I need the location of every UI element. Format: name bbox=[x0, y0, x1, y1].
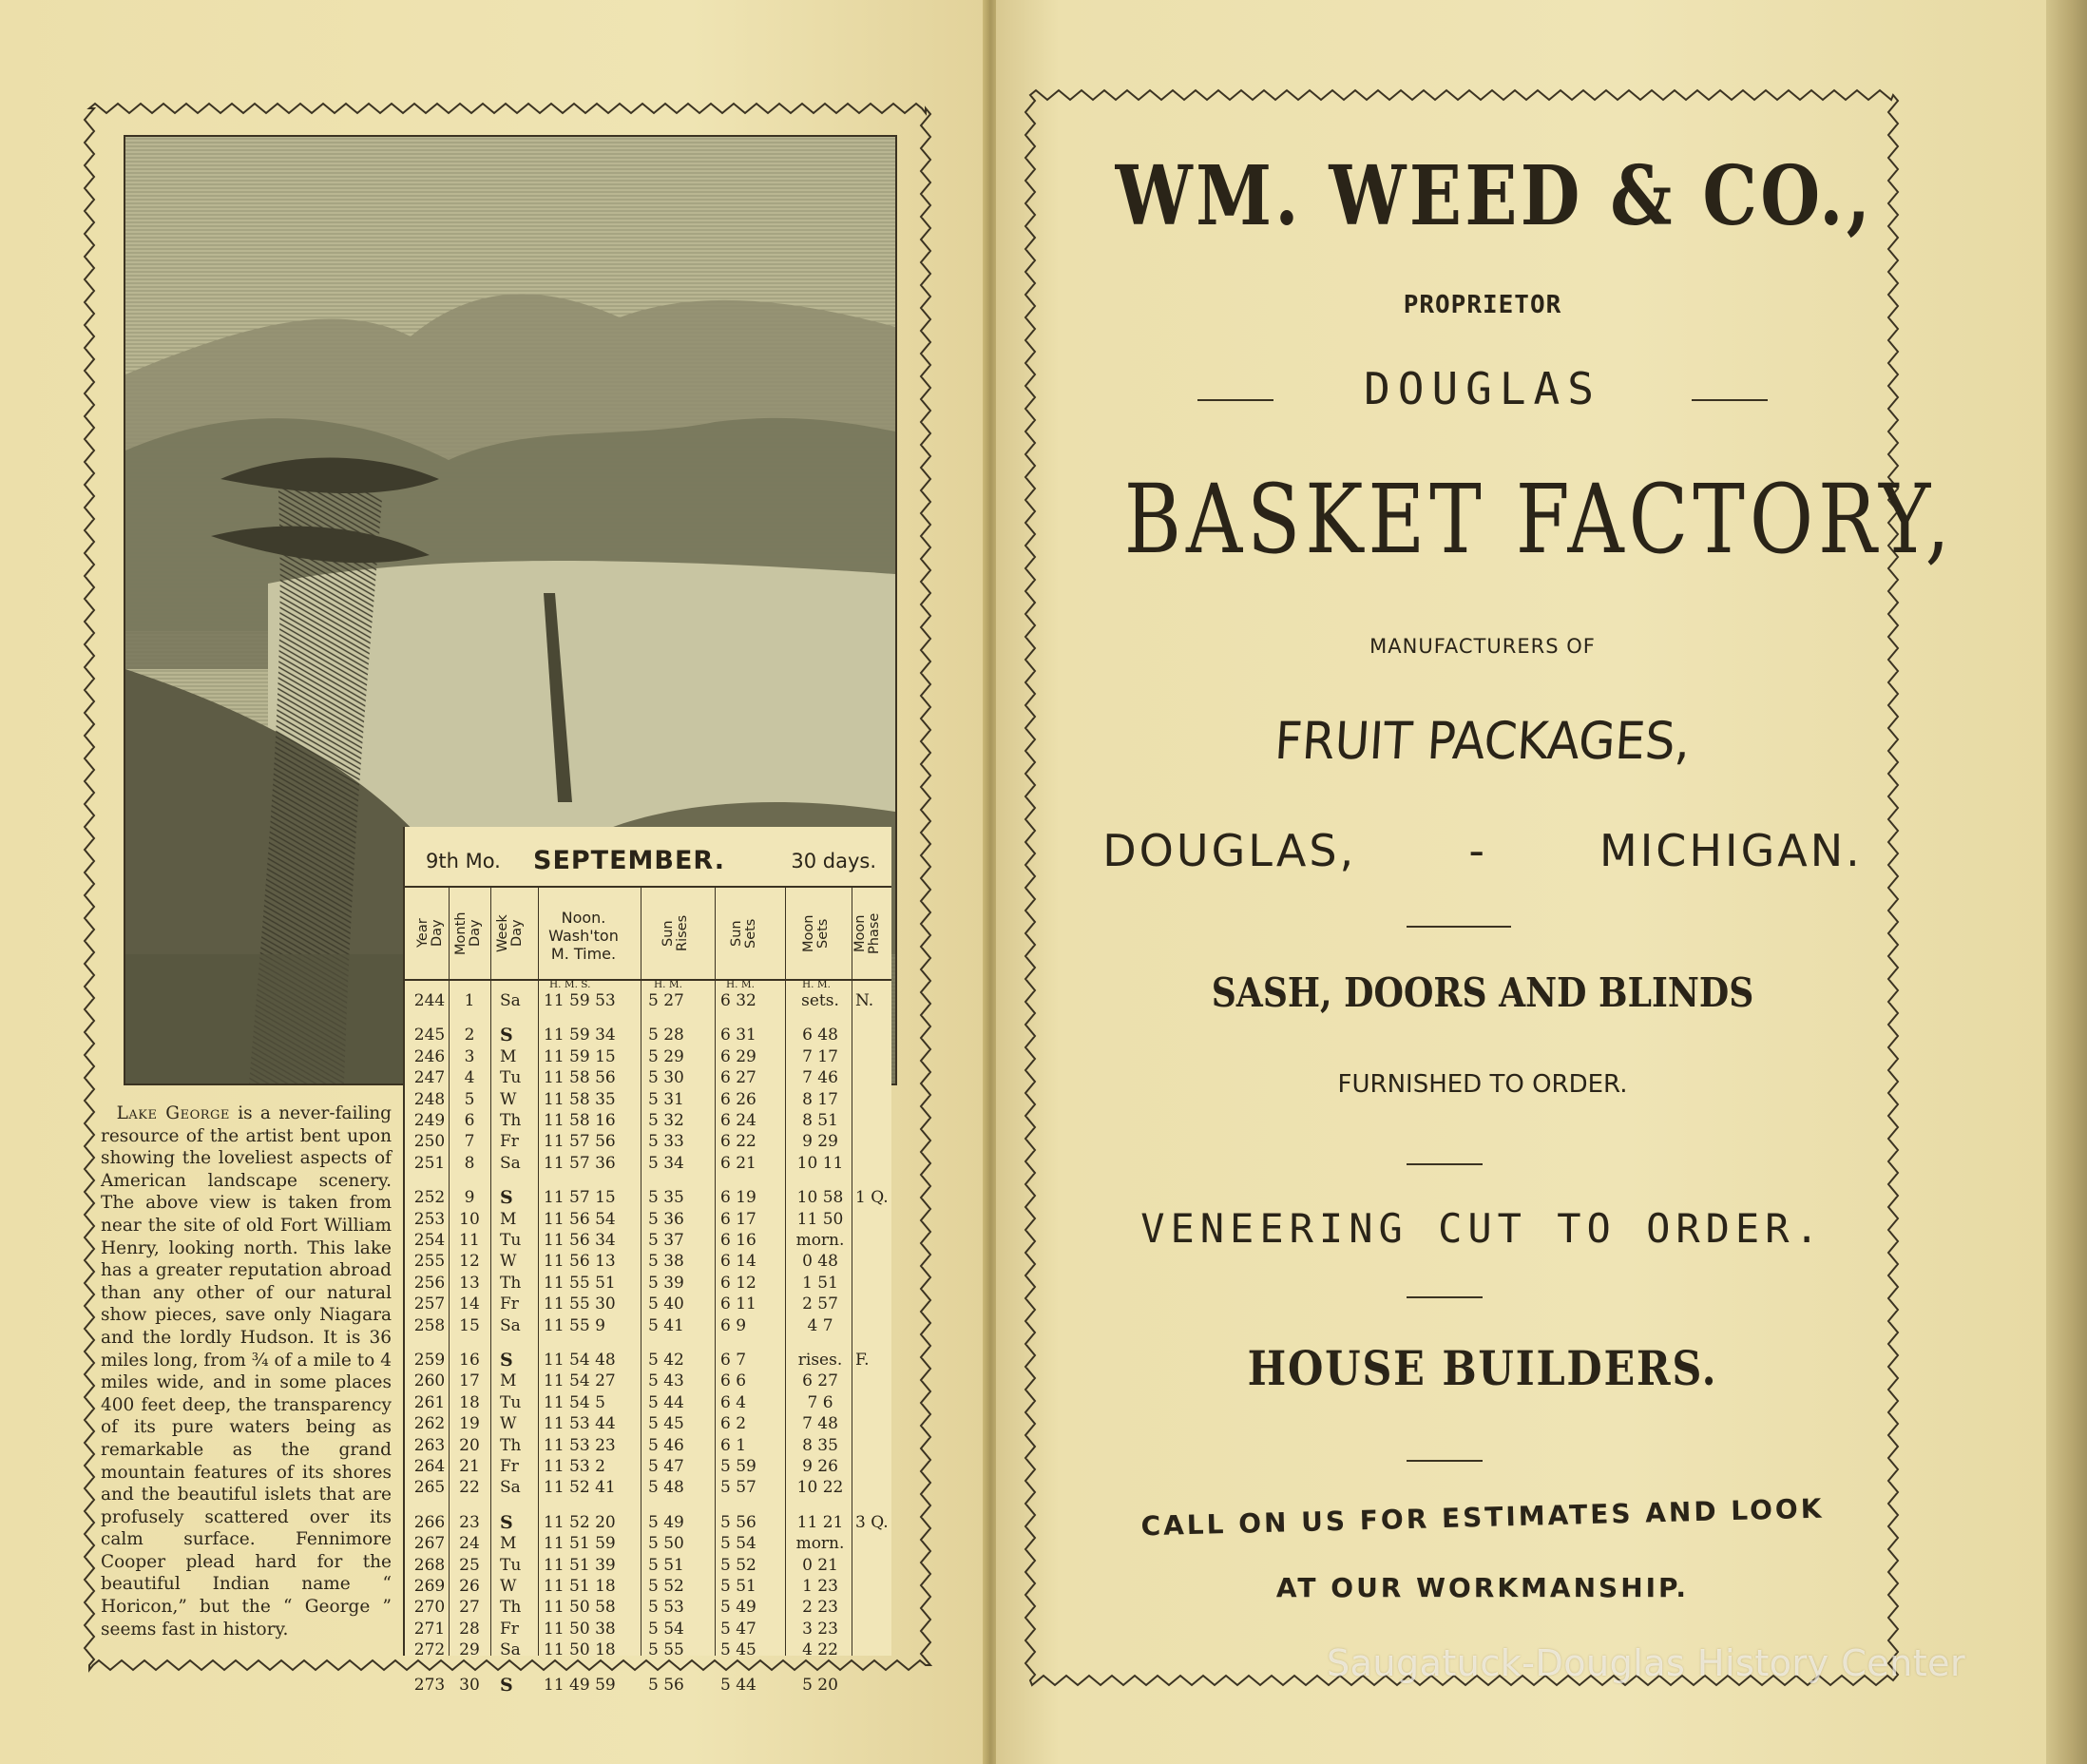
cell-rise: 5 36 bbox=[648, 1209, 684, 1229]
table-row bbox=[405, 1209, 891, 1230]
cell-yd: 264 bbox=[413, 1457, 446, 1476]
table-row bbox=[405, 1187, 891, 1208]
cell-md: 21 bbox=[459, 1457, 480, 1476]
table-row bbox=[405, 1597, 891, 1618]
cell-yd: 256 bbox=[413, 1273, 446, 1293]
cell-moon: 1 51 bbox=[802, 1273, 838, 1293]
cell-wd: Sa bbox=[500, 1478, 521, 1498]
cell-moon: 11 50 bbox=[796, 1209, 844, 1229]
cell-moon: 7 6 bbox=[807, 1392, 833, 1412]
cell-wd: M bbox=[500, 1046, 517, 1066]
cell-yd: 246 bbox=[413, 1046, 446, 1066]
table-row bbox=[405, 1413, 891, 1434]
cell-noon: 11 54 5 bbox=[544, 1392, 605, 1412]
cell-moon: 1 23 bbox=[802, 1577, 838, 1596]
table-row bbox=[405, 1576, 891, 1597]
cell-noon: 11 51 39 bbox=[544, 1555, 616, 1575]
city: DOUGLAS, bbox=[1102, 825, 1357, 876]
cell-rise: 5 56 bbox=[648, 1675, 684, 1695]
cell-set: 5 52 bbox=[720, 1555, 756, 1575]
cell-wd: S bbox=[500, 1025, 513, 1046]
cell-set: 5 56 bbox=[720, 1512, 756, 1532]
cell-yd: 259 bbox=[413, 1351, 446, 1370]
location-line bbox=[1045, 825, 1920, 876]
cell-md: 5 bbox=[464, 1089, 475, 1109]
cell-noon: 11 51 59 bbox=[544, 1534, 616, 1554]
cell-yd: 248 bbox=[413, 1089, 446, 1109]
cell-set: 5 44 bbox=[720, 1675, 756, 1695]
cell-wd: Th bbox=[500, 1435, 522, 1455]
cell-set: 5 51 bbox=[720, 1577, 756, 1596]
call-on-us-line1: CALL ON US FOR ESTIMATES AND LOOK bbox=[1140, 1492, 1825, 1543]
cell-moon: 9 29 bbox=[802, 1132, 838, 1152]
call-on-us-line2: AT OUR WORKMANSHIP. bbox=[1275, 1572, 1690, 1603]
cell-noon: 11 55 9 bbox=[544, 1315, 605, 1335]
cell-yd: 273 bbox=[413, 1675, 446, 1695]
unit-rise: H. M. bbox=[654, 979, 682, 990]
cell-yd: 262 bbox=[413, 1414, 446, 1434]
table-row bbox=[405, 1533, 891, 1554]
cell-noon: 11 54 27 bbox=[544, 1371, 616, 1391]
table-row bbox=[405, 1153, 891, 1174]
cell-rise: 5 55 bbox=[648, 1640, 684, 1660]
cell-md: 13 bbox=[459, 1273, 480, 1293]
cell-moon: 0 48 bbox=[802, 1252, 838, 1272]
cell-md: 3 bbox=[464, 1046, 475, 1066]
cell-noon: 11 54 48 bbox=[544, 1351, 616, 1370]
cell-rise: 5 46 bbox=[648, 1435, 684, 1455]
cell-set: 6 7 bbox=[720, 1351, 747, 1370]
cell-set: 6 22 bbox=[720, 1132, 756, 1152]
cell-noon: 11 58 56 bbox=[544, 1068, 616, 1088]
cell-wd: S bbox=[500, 1350, 513, 1371]
cell-wd: Sa bbox=[500, 1315, 521, 1335]
cell-set: 6 14 bbox=[720, 1252, 756, 1272]
divider-rule bbox=[1407, 1296, 1483, 1298]
cell-md: 12 bbox=[459, 1252, 480, 1272]
unit-noon: H. M. S. bbox=[549, 979, 591, 990]
cell-rise: 5 30 bbox=[648, 1068, 684, 1088]
cell-noon: 11 52 41 bbox=[544, 1478, 616, 1498]
cell-rise: 5 39 bbox=[648, 1273, 684, 1293]
cell-wd: W bbox=[500, 1089, 517, 1109]
cell-moon: 7 46 bbox=[802, 1068, 838, 1088]
cell-rise: 5 53 bbox=[648, 1598, 684, 1618]
cell-md: 10 bbox=[459, 1209, 480, 1229]
table-row bbox=[405, 1230, 891, 1251]
cell-wd: S bbox=[500, 1511, 513, 1533]
company-name: WM. WEED & CO., bbox=[1115, 148, 1874, 244]
cell-md: 28 bbox=[459, 1619, 480, 1639]
cell-noon: 11 59 15 bbox=[544, 1046, 616, 1066]
cell-wd: W bbox=[500, 1414, 517, 1434]
cell-moon: morn. bbox=[795, 1231, 845, 1250]
table-row bbox=[405, 1435, 891, 1456]
cell-set: 6 31 bbox=[720, 1026, 756, 1045]
table-row bbox=[405, 1131, 891, 1152]
cell-md: 29 bbox=[459, 1640, 480, 1660]
cell-md: 4 bbox=[464, 1068, 475, 1088]
cell-noon: 11 50 18 bbox=[544, 1640, 616, 1660]
table-row bbox=[405, 1512, 891, 1533]
calendar-column-headers bbox=[405, 886, 891, 981]
cell-rise: 5 28 bbox=[648, 1026, 684, 1045]
cell-rise: 5 38 bbox=[648, 1252, 684, 1272]
cell-noon: 11 50 38 bbox=[544, 1619, 616, 1639]
cell-set: 5 54 bbox=[720, 1534, 756, 1554]
location-dash: - bbox=[1468, 825, 1487, 876]
table-row bbox=[405, 1294, 891, 1314]
cell-rise: 5 33 bbox=[648, 1132, 684, 1152]
house-builders: HOUSE BUILDERS. bbox=[1247, 1340, 1718, 1396]
cell-rise: 5 41 bbox=[648, 1315, 684, 1335]
cell-set: 6 26 bbox=[720, 1089, 756, 1109]
cell-phase: 1 Q. bbox=[855, 1188, 889, 1208]
cell-md: 9 bbox=[464, 1188, 475, 1208]
cell-yd: 270 bbox=[413, 1598, 446, 1618]
cell-wd: Tu bbox=[500, 1555, 522, 1575]
cell-yd: 268 bbox=[413, 1555, 446, 1575]
cell-rise: 5 47 bbox=[648, 1457, 684, 1476]
manufacturers-of: MANUFACTURERS OF bbox=[1369, 635, 1596, 658]
cell-rise: 5 34 bbox=[648, 1153, 684, 1173]
cell-yd: 260 bbox=[413, 1371, 446, 1391]
proprietor-label: PROPRIETOR bbox=[1403, 291, 1562, 319]
col-moon-sets: Moon Sets bbox=[801, 914, 831, 952]
cell-yd: 249 bbox=[413, 1111, 446, 1130]
cell-set: 6 32 bbox=[720, 991, 756, 1010]
cell-phase: 3 Q. bbox=[855, 1512, 889, 1532]
cell-wd: Sa bbox=[500, 991, 521, 1010]
cell-noon: 11 57 15 bbox=[544, 1188, 616, 1208]
cell-yd: 253 bbox=[413, 1209, 446, 1229]
cell-md: 24 bbox=[459, 1534, 480, 1554]
cell-phase: F. bbox=[855, 1351, 870, 1370]
douglas-title: DOUGLAS bbox=[1364, 363, 1601, 414]
cell-yd: 267 bbox=[413, 1534, 446, 1554]
cell-md: 17 bbox=[459, 1371, 480, 1391]
page-edge bbox=[2046, 0, 2087, 1764]
history-center-watermark: Saugatuck-Douglas History Center bbox=[1327, 1642, 1966, 1684]
cell-noon: 11 53 23 bbox=[544, 1435, 616, 1455]
cell-yd: 265 bbox=[413, 1478, 446, 1498]
cell-yd: 271 bbox=[413, 1619, 446, 1639]
cell-noon: 11 57 56 bbox=[544, 1132, 616, 1152]
cell-moon: 5 20 bbox=[802, 1675, 838, 1695]
cell-md: 1 bbox=[464, 991, 475, 1010]
cell-md: 15 bbox=[459, 1315, 480, 1335]
cell-md: 22 bbox=[459, 1478, 480, 1498]
cell-wd: Fr bbox=[500, 1619, 519, 1639]
cell-wd: M bbox=[500, 1371, 517, 1391]
cell-noon: 11 58 35 bbox=[544, 1089, 616, 1109]
cell-noon: 11 56 54 bbox=[544, 1209, 616, 1229]
cell-wd: Tu bbox=[500, 1068, 522, 1088]
cell-set: 6 4 bbox=[720, 1392, 747, 1412]
cell-noon: 11 55 51 bbox=[544, 1273, 616, 1293]
cell-rise: 5 42 bbox=[648, 1351, 684, 1370]
basket-factory-title: BASKET FACTORY, bbox=[1123, 464, 1955, 575]
divider-rule bbox=[1407, 1460, 1483, 1462]
cell-moon: 7 17 bbox=[802, 1046, 838, 1066]
table-row bbox=[405, 1273, 891, 1294]
cell-wd: Th bbox=[500, 1598, 522, 1618]
cell-yd: 247 bbox=[413, 1068, 446, 1088]
cell-noon: 11 59 53 bbox=[544, 991, 616, 1010]
cell-moon: morn. bbox=[795, 1534, 845, 1554]
cell-yd: 261 bbox=[413, 1392, 446, 1412]
col-week-day: Week Day bbox=[495, 914, 525, 952]
cell-md: 2 bbox=[464, 1026, 475, 1045]
table-row bbox=[405, 1350, 891, 1371]
cell-rise: 5 51 bbox=[648, 1555, 684, 1575]
table-row bbox=[405, 1555, 891, 1576]
cell-moon: 6 48 bbox=[802, 1026, 838, 1045]
cell-rise: 5 29 bbox=[648, 1046, 684, 1066]
table-row bbox=[405, 990, 891, 1011]
table-row bbox=[405, 1371, 891, 1391]
cell-noon: 11 53 44 bbox=[544, 1414, 616, 1434]
cell-rise: 5 50 bbox=[648, 1534, 684, 1554]
cell-set: 5 45 bbox=[720, 1640, 756, 1660]
cell-noon: 11 53 2 bbox=[544, 1457, 605, 1476]
col-sun-sets: Sun Sets bbox=[729, 918, 758, 949]
right-wavy-border bbox=[1024, 89, 1955, 1686]
unit-set: H. M. bbox=[726, 979, 755, 990]
cell-moon: 8 35 bbox=[802, 1435, 838, 1455]
veneering-cut-to-order: VENEERING CUT TO ORDER. bbox=[1140, 1205, 1825, 1252]
cell-md: 6 bbox=[464, 1111, 475, 1130]
cell-moon: 2 23 bbox=[802, 1598, 838, 1618]
cell-moon: 3 23 bbox=[802, 1619, 838, 1639]
cell-wd: Th bbox=[500, 1273, 522, 1293]
cell-noon: 11 56 34 bbox=[544, 1231, 616, 1250]
cell-rise: 5 32 bbox=[648, 1111, 684, 1130]
cell-moon: sets. bbox=[801, 991, 839, 1010]
col-year-day: Year Day bbox=[415, 918, 445, 949]
cell-set: 5 59 bbox=[720, 1457, 756, 1476]
cell-set: 6 1 bbox=[720, 1435, 747, 1455]
cell-md: 14 bbox=[459, 1294, 480, 1314]
cell-wd: S bbox=[500, 1187, 513, 1209]
cell-yd: 250 bbox=[413, 1132, 446, 1152]
cell-set: 6 17 bbox=[720, 1209, 756, 1229]
state: MICHIGAN. bbox=[1599, 825, 1863, 876]
cell-yd: 258 bbox=[413, 1315, 446, 1335]
divider-rule bbox=[1407, 1163, 1483, 1165]
cell-yd: 245 bbox=[413, 1026, 446, 1045]
cell-wd: Fr bbox=[500, 1457, 519, 1476]
cell-yd: 269 bbox=[413, 1577, 446, 1596]
cell-yd: 263 bbox=[413, 1435, 446, 1455]
cell-wd: Sa bbox=[500, 1640, 521, 1660]
september-calendar bbox=[403, 827, 891, 1696]
cell-md: 26 bbox=[459, 1577, 480, 1596]
cell-rise: 5 45 bbox=[648, 1414, 684, 1434]
fruit-packages: FRUIT PACKAGES, bbox=[1273, 711, 1693, 771]
caption-body: is a never-failing resource of the artist bent upon showing the loveliest aspects of American landscape scenery. The above view is taken from near the site of old Fort William Henry, looking north. This lake has a greater reputation abroad than any other of our natural show pieces, save only Niagara and the lordly Hudson. It is 36 miles long, from ¾ of a mile to 4 miles wide, and in some places 400 feet deep, the transparency of its pure waters being as remarkable as the grand mountain features of its shores and the beautiful islets that are profusely scattered over its calm surface. Fennimore Cooper plead hard for the beautiful Indian name “ Horicon,” but the “ George ” seems fast in history. bbox=[101, 1103, 393, 1639]
cell-moon: 10 22 bbox=[796, 1478, 844, 1498]
cell-set: 6 16 bbox=[720, 1231, 756, 1250]
cell-noon: 11 58 16 bbox=[544, 1111, 616, 1130]
cell-md: 8 bbox=[464, 1153, 475, 1173]
cell-rise: 5 31 bbox=[648, 1089, 684, 1109]
cell-set: 6 9 bbox=[720, 1315, 747, 1335]
cell-rise: 5 44 bbox=[648, 1392, 684, 1412]
col-sun-rises: Sun Rises bbox=[661, 914, 690, 952]
cell-rise: 5 52 bbox=[648, 1577, 684, 1596]
cell-set: 6 12 bbox=[720, 1273, 756, 1293]
cell-rise: 5 37 bbox=[648, 1231, 684, 1250]
engraving-caption bbox=[101, 1102, 392, 1640]
cell-moon: 10 58 bbox=[796, 1188, 844, 1208]
month-days: 30 days. bbox=[791, 850, 876, 872]
table-row bbox=[405, 1089, 891, 1110]
cell-noon: 11 52 20 bbox=[544, 1512, 616, 1532]
cell-set: 6 27 bbox=[720, 1068, 756, 1088]
table-row bbox=[405, 1392, 891, 1413]
table-row bbox=[405, 1067, 891, 1088]
cell-yd: 266 bbox=[413, 1512, 446, 1532]
cell-moon: 9 26 bbox=[802, 1457, 838, 1476]
cell-md: 27 bbox=[459, 1598, 480, 1618]
cell-yd: 272 bbox=[413, 1640, 446, 1660]
col-moon-phase: Moon Phase bbox=[852, 912, 882, 954]
cell-set: 6 29 bbox=[720, 1046, 756, 1066]
cell-noon: 11 50 58 bbox=[544, 1598, 616, 1618]
cell-wd: S bbox=[500, 1674, 513, 1696]
cell-wd: W bbox=[500, 1577, 517, 1596]
cell-set: 6 6 bbox=[720, 1371, 747, 1391]
month-number: 9th Mo. bbox=[426, 850, 501, 872]
cell-rise: 5 54 bbox=[648, 1619, 684, 1639]
table-row bbox=[405, 1456, 891, 1477]
cell-moon: rises. bbox=[797, 1351, 843, 1370]
cell-md: 23 bbox=[459, 1512, 480, 1532]
cell-set: 6 2 bbox=[720, 1414, 747, 1434]
cell-md: 25 bbox=[459, 1555, 480, 1575]
cell-rise: 5 48 bbox=[648, 1478, 684, 1498]
table-row bbox=[405, 1619, 891, 1639]
cell-noon: 11 57 36 bbox=[544, 1153, 616, 1173]
cell-noon: 11 51 18 bbox=[544, 1577, 616, 1596]
cell-wd: W bbox=[500, 1252, 517, 1272]
cell-rise: 5 27 bbox=[648, 991, 684, 1010]
cell-moon: 6 27 bbox=[802, 1371, 838, 1391]
cell-set: 5 57 bbox=[720, 1478, 756, 1498]
calendar-header bbox=[405, 840, 891, 882]
cell-set: 5 49 bbox=[720, 1598, 756, 1618]
sash-doors-blinds: SASH, DOORS AND BLINDS bbox=[1211, 969, 1754, 1016]
cell-moon: 11 21 bbox=[796, 1512, 844, 1532]
cell-moon: 0 21 bbox=[802, 1555, 838, 1575]
cell-moon: 4 22 bbox=[802, 1640, 838, 1660]
cell-rise: 5 40 bbox=[648, 1294, 684, 1314]
table-row bbox=[405, 1046, 891, 1067]
table-row bbox=[405, 1639, 891, 1660]
table-row bbox=[405, 1675, 891, 1696]
cell-moon: 2 57 bbox=[802, 1294, 838, 1314]
cell-wd: Tu bbox=[500, 1392, 522, 1412]
cell-yd: 252 bbox=[413, 1188, 446, 1208]
cell-rise: 5 43 bbox=[648, 1371, 684, 1391]
cell-moon: 8 51 bbox=[802, 1111, 838, 1130]
month-name: SEPTEMBER. bbox=[533, 846, 725, 875]
cell-rise: 5 35 bbox=[648, 1188, 684, 1208]
cell-rise: 5 49 bbox=[648, 1512, 684, 1532]
divider-rule bbox=[1407, 926, 1511, 928]
table-row bbox=[405, 1477, 891, 1498]
cell-yd: 244 bbox=[413, 991, 446, 1010]
cell-noon: 11 59 34 bbox=[544, 1026, 616, 1045]
cell-yd: 254 bbox=[413, 1231, 446, 1250]
cell-noon: 11 49 59 bbox=[544, 1675, 616, 1695]
cell-phase: N. bbox=[855, 991, 874, 1010]
cell-md: 16 bbox=[459, 1351, 480, 1370]
cell-md: 7 bbox=[464, 1132, 475, 1152]
cell-set: 6 19 bbox=[720, 1188, 756, 1208]
furnished-to-order: FURNISHED TO ORDER. bbox=[1337, 1070, 1628, 1099]
cell-moon: 7 48 bbox=[802, 1414, 838, 1434]
cell-set: 5 47 bbox=[720, 1619, 756, 1639]
cell-md: 11 bbox=[459, 1231, 480, 1250]
cell-set: 6 21 bbox=[720, 1153, 756, 1173]
cell-md: 18 bbox=[459, 1392, 480, 1412]
col-noon-time: Noon. Wash'ton M. Time. bbox=[548, 909, 619, 963]
table-row bbox=[405, 1315, 891, 1336]
unit-moon: H. M. bbox=[802, 979, 831, 990]
table-row bbox=[405, 1110, 891, 1131]
table-row bbox=[405, 1251, 891, 1272]
cell-wd: M bbox=[500, 1534, 517, 1554]
cell-yd: 257 bbox=[413, 1294, 446, 1314]
cell-moon: 10 11 bbox=[796, 1153, 844, 1173]
ornament-rule-right bbox=[1692, 399, 1768, 401]
cell-wd: Fr bbox=[500, 1294, 519, 1314]
cell-wd: Tu bbox=[500, 1231, 522, 1250]
cell-noon: 11 56 13 bbox=[544, 1252, 616, 1272]
col-month-day: Month Day bbox=[453, 911, 483, 955]
cell-wd: Fr bbox=[500, 1132, 519, 1152]
cell-yd: 251 bbox=[413, 1153, 446, 1173]
cell-wd: Sa bbox=[500, 1153, 521, 1173]
cell-md: 19 bbox=[459, 1414, 480, 1434]
cell-set: 6 11 bbox=[720, 1294, 756, 1314]
cell-wd: Th bbox=[500, 1111, 522, 1130]
cell-moon: 8 17 bbox=[802, 1089, 838, 1109]
cell-wd: M bbox=[500, 1209, 517, 1229]
cell-md: 30 bbox=[459, 1675, 480, 1695]
cell-noon: 11 55 30 bbox=[544, 1294, 616, 1314]
cell-set: 6 24 bbox=[720, 1111, 756, 1130]
table-row bbox=[405, 1025, 891, 1045]
cell-moon: 4 7 bbox=[807, 1315, 833, 1335]
cell-md: 20 bbox=[459, 1435, 480, 1455]
caption-lead: Lake George bbox=[116, 1103, 230, 1123]
cell-yd: 255 bbox=[413, 1252, 446, 1272]
